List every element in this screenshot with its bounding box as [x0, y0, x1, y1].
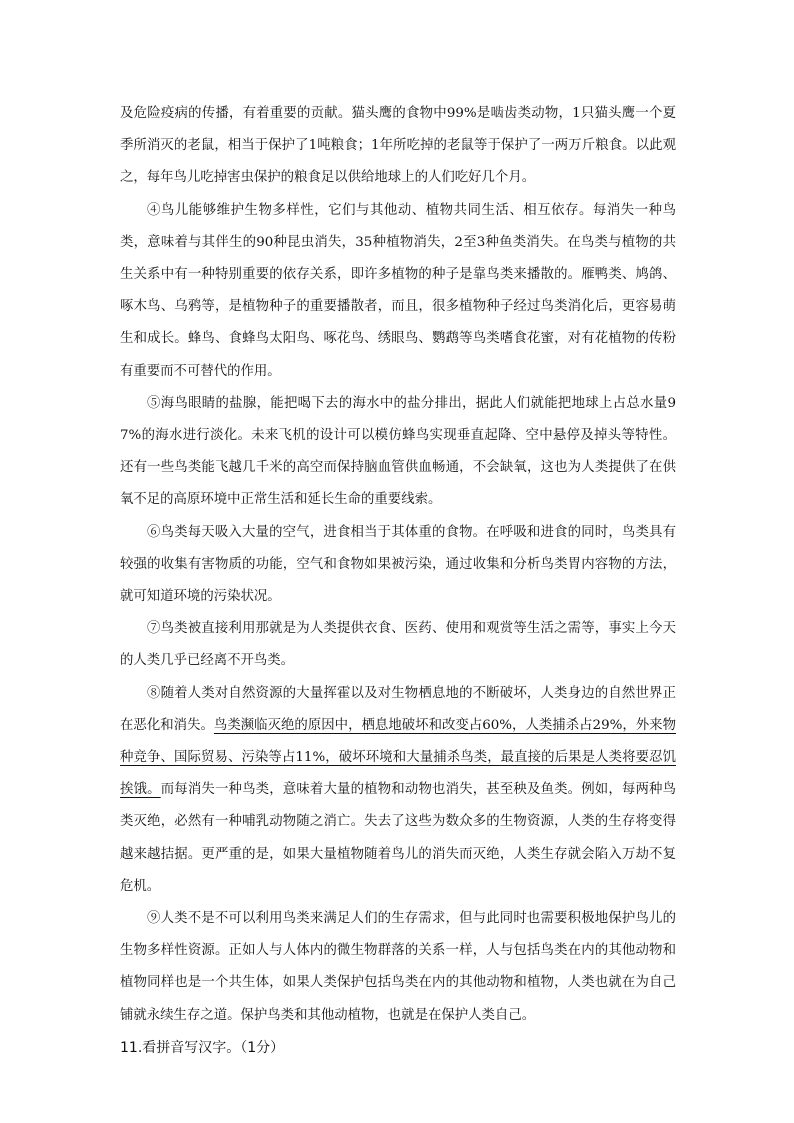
- text-run: ⑤海鸟眼睛的盐腺，能把喝下去的海水中的盐分排出，据此人们就能把地球上占总水量97%的海水进行淡化。未来飞机的设计可以模仿蜂鸟实现垂直起降、空中悬停及掉头等特性。还有一些鸟类能飞越几千米的高空而保持脑血管供血畅通，不会缺氧，这也为人类提供了在供氧不足的高原环境中正常生活和延长生命的重要线索。: [120, 395, 676, 508]
- document-body: [120, 98, 676, 1064]
- text-run: ⑦鸟类被直接利用那就是为人类提供衣食、医药、使用和观赏等生活之需等，事实上今天的人类几乎已经离不开鸟类。: [120, 621, 676, 669]
- paragraph-7: [120, 613, 676, 677]
- paragraph-4: [120, 195, 676, 388]
- text-run: ④鸟儿能够维护生物多样性，它们与其他动、植物共同生活、相互依存。每消失一种鸟类，意味着与其伴生的90种昆虫消失，35种植物消失，2至3种鱼类消失。在鸟类与植物的共生关系中有一种特别重要的依存关系，即许多植物的种子是靠鸟类来播散的。雁鸭类、鸠鸽、啄木鸟、乌鸦等，是植物种子的重要播散者，而且，很多植物种子经过鸟类消化后，更容易萌生和成长。蜂鸟、食蜂鸟太阳鸟、啄花鸟、绣眼鸟、鹦鹉等鸟类嗜食花蜜，对有花植物的传粉有重要而不可替代的作用。: [120, 202, 676, 379]
- text-run: ⑥鸟类每天吸入大量的空气，进食相当于其体重的食物。在呼吸和进食的同时，鸟类具有较强的收集有害物质的功能，空气和食物如果被污染，通过收集和分析鸟类胃内容物的方法，就可知道环境的污染状况。: [120, 524, 676, 605]
- paragraph-continued: [120, 98, 676, 195]
- text-run: ⑧随着人类对自然资源的大量挥霍以及对生物栖息地的不断破坏，人类身边的自然世界正在恶化和消失。: [120, 685, 676, 733]
- paragraph-6: [120, 517, 676, 614]
- text-run: 及危险疫病的传播，有着重要的贡献。猫头鹰的食物中99%是啮齿类动物，1只猫头鹰一个夏季所消灭的老鼠，相当于保护了1吨粮食；1年所吃掉的老鼠等于保护了一两万斤粮食。以此观之，每年鸟儿吃掉害虫保护的粮食足以供给地球上的人们吃好几个月。: [120, 106, 676, 186]
- paragraph-9: [120, 903, 676, 1032]
- underlined-text-run: 鸟类濒临灭绝的原因中，栖息地破坏和改变占60%，人类捕杀占29%，外来物种竞争、国际贸易、污染等占11%，破坏环境和大量捕杀鸟类，最直接的后果是人类将要忍饥挨饿。: [120, 717, 676, 798]
- text-run: ⑨人类不是不可以利用鸟类来满足人们的生存需求，但与此同时也需要积极地保护鸟儿的生物多样性资源。正如人与人体内的微生物群落的关系一样，人与包括鸟类在内的其他动物和植物同样也是一个共生体，如果人类保护包括鸟类在内的其他动物和植物，人类也就在为自己铺就永续生存之道。保护鸟类和其他动植物，也就是在保护人类自己。: [120, 911, 676, 1023]
- paragraph-8: [120, 678, 676, 903]
- question-11: 11.看拼音写汉字。（1分）: [120, 1039, 285, 1056]
- paragraph-5: [120, 388, 676, 517]
- text-run: 而每消失一种鸟类，意味着大量的植物和动物也消失，甚至秧及鱼类。例如，每两种鸟类灭绝，必然有一种哺乳动物随之消亡。失去了这些为数众多的生物资源，人类的生存将变得越来越拮据。更严重的是，如果大量植物随着鸟儿的消失而灭绝，人类生存就会陷入万劫不复危机。: [120, 782, 677, 894]
